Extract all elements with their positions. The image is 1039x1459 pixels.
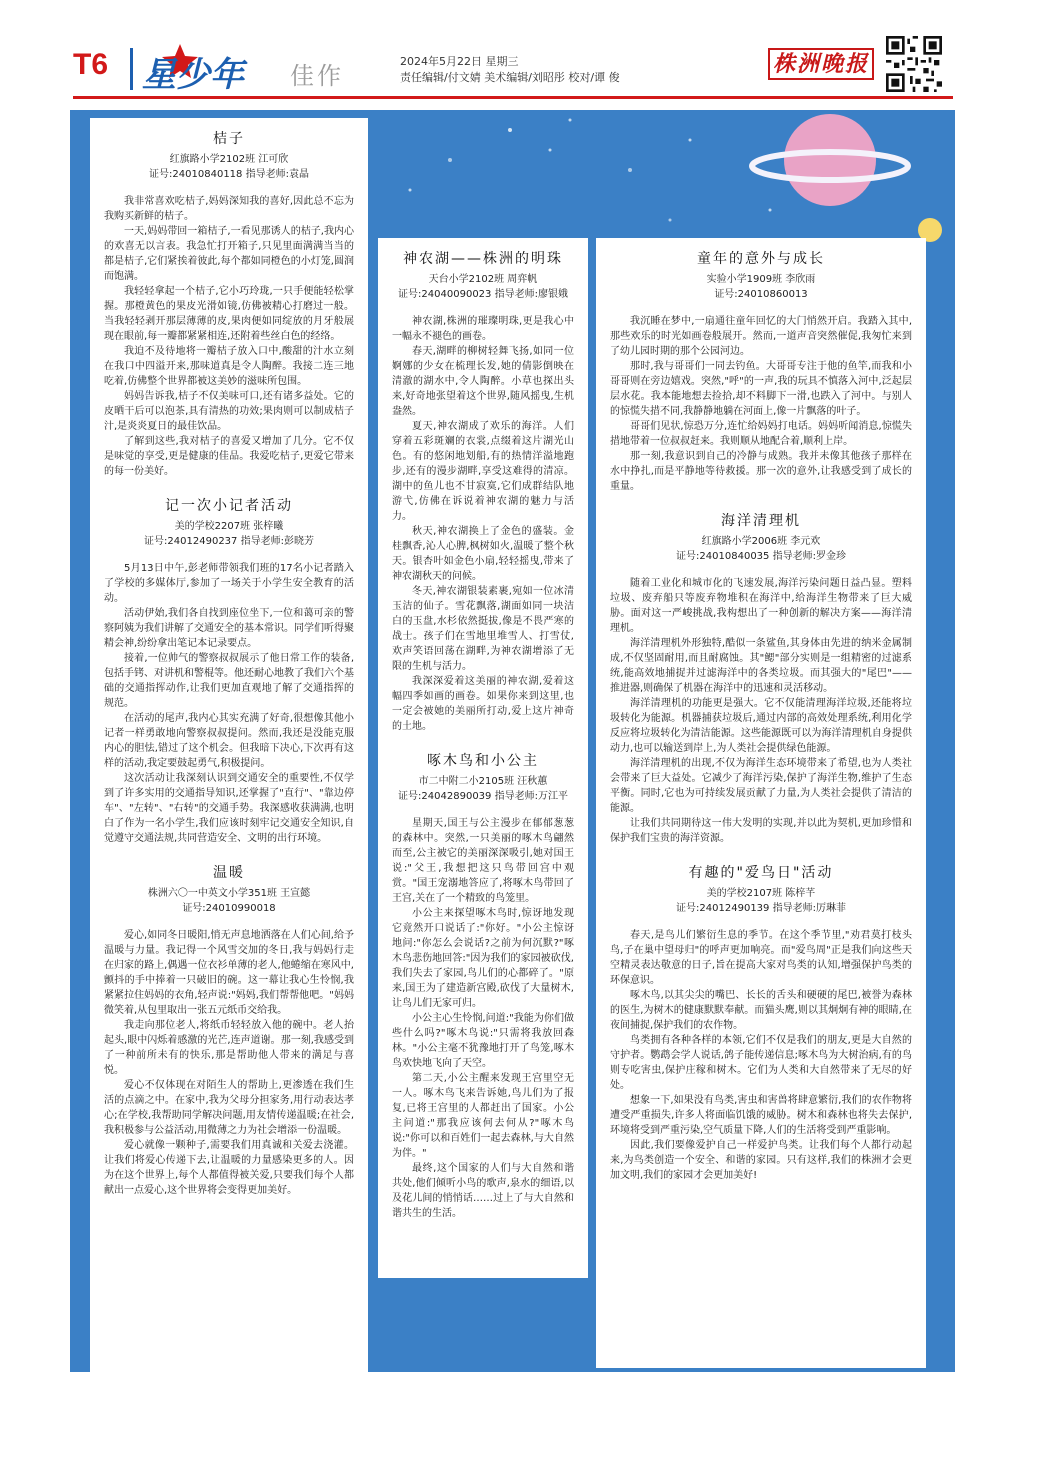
article-title: 童年的意外与成长 — [697, 251, 825, 267]
paragraph: 海洋清理机的出现,不仅为海洋生态环境带来了希望,也为人类社会带来了巨大益处。它减少了海洋污染,保护了海洋生物,维护了生态平衡。同时,它也为可持续发展贡献了力量,为人类社会提供了清洁的能源。 — [610, 758, 912, 814]
article-title: 海洋清理机 — [721, 513, 801, 529]
article-orange — [104, 128, 354, 479]
paragraph: 小公主心生怜悯,问道:"我能为你们做些什么吗?"啄木鸟说:"只需将我放回森林。"小公主毫不犹豫地打开了鸟笼,啄木鸟欢快地飞向了天空。 — [392, 1013, 574, 1069]
paragraph: 春天,湖畔的柳树轻舞飞扬,如同一位婀娜的少女在梳理长发,她的倩影倒映在清澈的湖水中,令人陶醉。小草也探出头来,好奇地张望着这个世界,随风摇曳,生机盎然。 — [392, 346, 574, 417]
article-ocean-cleaner — [610, 510, 912, 846]
paragraph: 接着,一位帅气的警察叔叔展示了他日常工作的装备,包括手铐、对讲机和警棍等。他还耐心地教了我们六个基础的交通指挥动作,让我们更加直观地了解了交通指挥的规范。 — [104, 653, 354, 709]
article-author: 市二中附二小2105班 汪秋蕙 — [418, 776, 548, 787]
paragraph: 小公主来探望啄木鸟时,惊讶地发现它竟然开口说话了:"你好。"小公主惊讶地问:"你怎么会说话?之前为何沉默?"啄木鸟悲伤地回答:"因为我们的家园被砍伐,我们失去了家园,鸟儿们的心都碎了。"原来,国王为了建造新宫殿,砍伐了大量树木,让鸟儿们无家可归。 — [392, 908, 574, 1009]
article-author: 红旗路小学2006班 李元欢 — [701, 536, 821, 547]
column-left — [90, 118, 368, 1382]
paragraph: 夏天,神农湖成了欢乐的海洋。人们穿着五彩斑斓的衣裳,点缀着这片湖光山色。有的悠闲地划船,有的热情洋溢地跑步,还有的漫步湖畔,享受这难得的清凉。湖中的鱼儿也不甘寂寞,它们成群结队地游弋,仿佛在诉说着神农湖的魅力与活力。 — [392, 421, 574, 522]
paragraph: 爱心,如同冬日暖阳,悄无声息地洒落在人们心间,给予温暖与力量。我记得一个风雪交加的冬日,我与妈妈行走在归家的路上,偶遇一位衣衫单薄的老人,他蜷缩在寒风中,颤抖的手中捧着一只破旧的碗。这一幕让我心生怜悯,我紧紧拉住妈妈的衣角,轻声说:"妈妈,我们帮帮他吧。"妈妈微笑着,从包里取出一张五元纸币交给我。 — [104, 930, 354, 1016]
page-header — [0, 0, 1039, 110]
article-reporter — [104, 495, 354, 846]
article-warmth — [104, 862, 354, 1198]
article-author: 天台小学2102班 周弈帆 — [428, 274, 538, 285]
paragraph: 神农湖,株洲的璀璨明珠,更是我心中一幅永不褪色的画卷。 — [392, 316, 574, 342]
page-number: T6 — [73, 48, 109, 81]
paragraph: 海洋清理机外形独特,酷似一条鲨鱼,其身体由先进的纳米金属制成,不仅坚固耐用,而且耐腐蚀。其"鳃"部分实则是一组精密的过滤系统,能高效地捕捉并过滤海洋中的各类垃圾。而其强大的"尾巴"——推进器,则确保了机器在海洋中的迅速和灵活移动。 — [610, 638, 912, 694]
editors-line: 责任编辑/付文婧 美术编辑/刘昭彤 校对/谭 俊 — [400, 71, 620, 84]
article-woodpecker — [392, 750, 574, 1221]
paragraph: 星期天,国王与公主漫步在郁郁葱葱的森林中。突然,一只美丽的啄木鸟翩然而至,公主被它的美丽深深吸引,她对国王说:"父王,我想把这只鸟带回宫中观赏。"国王宠溺地答应了,将啄木鸟带回了王宫,关在了一个精致的鸟笼里。 — [392, 818, 574, 904]
brand-logo — [138, 42, 268, 96]
paragraph: 那一刻,我意识到自己的冷静与成熟。我并未像其他孩子那样在水中挣扎,而是平静地等待救援。那一次的意外,让我感受到了成长的重量。 — [610, 451, 912, 492]
article-author: 红旗路小学2102班 江可欣 — [169, 154, 289, 165]
paragraph: 爱心就像一颗种子,需要我们用真诚和关爱去浇灌。让我们将爱心传递下去,让温暖的力量感染更多的人。因为在这个世界上,每个人都值得被关爱,只要我们每个人都献出一点爱心,这个世界将会变得更加美好。 — [104, 1140, 354, 1196]
paragraph: 想象一下,如果没有鸟类,害虫和害兽将肆意繁衍,我们的农作物将遭受严重损失,许多人将面临饥饿的威胁。树木和森林也将失去保护,环境将受到严重污染,空气质量下降,人们的生活将受到严重影响。 — [610, 1095, 912, 1136]
paragraph: 我迫不及待地将一瓣桔子放入口中,酸甜的汁水立刻在我口中四溢开来,那味道真是令人陶醉。我接二连三地吃着,仿佛整个世界都被这美妙的滋味所包围。 — [104, 346, 354, 387]
brand-logo-text: 星少年 — [142, 55, 244, 95]
paragraph: 爱心不仅体现在对陌生人的帮助上,更渗透在我们生活的点滴之中。在家中,我为父母分担家务,用行动表达孝心;在学校,我帮助同学解决问题,用友情传递温暖;在社会,我积极参与公益活动,用微薄之力为社会增添一份温暖。 — [104, 1080, 354, 1136]
paragraph: 哥哥们见状,惊恐万分,连忙给妈妈打电话。妈妈听闻消息,惊慌失措地带着一位叔叔赶来。我则顺从地配合着,顺利上岸。 — [610, 421, 912, 447]
article-author: 美的学校2107班 陈梓芊 — [706, 888, 816, 899]
planet-icon — [752, 114, 908, 206]
paragraph: 我走向那位老人,将纸币轻轻放入他的碗中。老人抬起头,眼中闪烁着感激的光芒,连声道谢。那一刻,我感受到了一种前所未有的快乐,那是帮助他人带来的满足与喜悦。 — [104, 1020, 354, 1076]
newspaper-logo: 株洲晚报 — [768, 48, 874, 80]
header-divider — [130, 48, 133, 90]
article-author: 美的学校2207班 张梓曦 — [174, 521, 284, 532]
article-title: 啄木鸟和小公主 — [427, 753, 539, 769]
paragraph: 第二天,小公主醒来发现王宫里空无一人。啄木鸟飞来告诉她,鸟儿们为了报复,已将王宫里的人都赶出了国家。小公主问道:"那我应该何去何从?"啄木鸟说:"你可以和百姓们一起去森林,与大自然为伴。" — [392, 1073, 574, 1159]
article-title: 记一次小记者活动 — [165, 498, 293, 514]
article-title: 神农湖——株洲的明珠 — [403, 251, 563, 267]
paragraph: 5月13日中午,彭老师带领我们班的17名小记者踏入了学校的多媒体厅,参加了一场关于小学生安全教育的活动。 — [104, 563, 354, 604]
article-author: 实验小学1909班 李欣雨 — [706, 274, 816, 285]
paragraph: 最终,这个国家的人们与大自然和谐共处,他们倾听小鸟的歌声,泉水的细语,以及花儿间的悄悄话……过上了与大自然和谐共生的生活。 — [392, 1163, 574, 1219]
column-right — [596, 238, 926, 1368]
issue-date: 2024年5月22日 星期三 — [400, 55, 519, 68]
paragraph: 我轻轻拿起一个桔子,它小巧玲珑,一只手便能轻松掌握。那橙黄色的果皮光滑如镜,仿佛被精心打磨过一般。当我轻轻剥开那层薄薄的皮,果肉便如同绽放的月牙般展现在眼前,每一瓣都紧紧相连,还附着些丝白色的经络。 — [104, 286, 354, 342]
paragraph: 我深深爱着这美丽的神农湖,爱着这幅四季如画的画卷。如果你来到这里,也一定会被她的美丽所打动,爱上这片神奇的土地。 — [392, 676, 574, 732]
paragraph: 随着工业化和城市化的飞速发展,海洋污染问题日益凸显。塑料垃圾、废弃船只等废弃物堆积在海洋中,给海洋生物带来了巨大威胁。面对这一严峻挑战,我构想出了一种创新的解决方案——海洋清理机。 — [610, 578, 912, 634]
paragraph: 鸟类拥有各种各样的本领,它们不仅是我们的朋友,更是大自然的守护者。鹦鹉会学人说话,鸽子能传递信息;啄木鸟为大树治病,有的鸟则专吃害虫,保护庄稼和树木。它们为人类和大自然带来了无尽的好处。 — [610, 1035, 912, 1091]
qr-code-icon[interactable] — [886, 36, 942, 92]
article-cert: 证号:24042890039 指导老师:万江平 — [398, 791, 568, 802]
paragraph: 啄木鸟,以其尖尖的嘴巴、长长的舌头和硬硬的尾巴,被誉为森林的医生,为树木的健康默默奉献。而猫头鹰,则以其炯炯有神的眼睛,在夜间捕捉,保护我们的农作物。 — [610, 990, 912, 1031]
paragraph: 一天,妈妈带回一箱桔子,一看见那诱人的桔子,我内心的欢喜无以言表。我急忙打开箱子,只见里面满满当当的都是桔子,它们紧挨着彼此,每个都如同橙色的小灯笼,圆润而饱满。 — [104, 226, 354, 282]
paragraph: 海洋清理机的功能更是强大。它不仅能清理海洋垃圾,还能将垃圾转化为能源。机器捕获垃圾后,通过内部的高效处理系统,利用化学反应将垃圾转化为清洁能源。这些能源既可以为海洋清理机自身提供动力,也可以输送到岸上,为人类社会提供绿色能源。 — [610, 698, 912, 754]
article-childhood — [610, 248, 912, 494]
article-cert: 证号:24010840118 指导老师:袁晶 — [149, 169, 309, 180]
article-cert: 证号:24010860013 — [714, 289, 808, 300]
article-shennong-lake — [392, 248, 574, 734]
paragraph: 让我们共同期待这一伟大发明的实现,并以此为契机,更加珍惜和保护我们宝贵的海洋资源。 — [610, 818, 912, 844]
article-cert: 证号:24012490139 指导老师:厉琳菲 — [676, 903, 846, 914]
paragraph: 我沉睡在梦中,一扇通往童年回忆的大门悄然开启。我踏入其中,那些欢乐的时光如画卷般展开。然而,一道声音突然催促,我匆忙来到了幼儿园时期的那个公园河边。 — [610, 316, 912, 357]
paragraph: 那时,我与哥哥们一同去钓鱼。大哥哥专注于他的鱼竿,而我和小哥哥则在旁边嬉戏。突然,"呼"的一声,我的玩具不慎落入河中,泛起层层水花。我本能地想去捡拾,却不料脚下一滑,也跌入了河中。与别人的惊慌失措不同,我静静地躺在河面上,像一片飘落的叶子。 — [610, 361, 912, 417]
column-middle — [378, 238, 588, 1278]
paragraph: 这次活动让我深刻认识到交通安全的重要性,不仅学到了许多实用的交通指导知识,还掌握了"直行"、"靠边停车"、"左转"、"右转"的交通手势。我深感收获满满,也明白了作为一名小学生,我们应该时刻牢记交通安全知识,自觉遵守交通法规,共同营造安全、文明的出行环境。 — [104, 773, 354, 844]
paragraph: 冬天,神农湖银装素裹,宛如一位冰清玉洁的仙子。雪花飘落,湖面如同一块洁白的玉盘,水杉依然挺拔,像是不畏严寒的战士。孩子们在雪地里堆雪人、打雪仗,欢声笑语回荡在湖畔,为神农湖增添了无限的生机与活力。 — [392, 586, 574, 672]
paragraph: 活动伊始,我们各自找到座位坐下,一位和蔼可亲的警察阿姨为我们讲解了交通安全的基本常识。同学们听得聚精会神,纷纷拿出笔记本记录要点。 — [104, 608, 354, 649]
paragraph: 因此,我们要像爱护自己一样爱护鸟类。让我们每个人都行动起来,为鸟类创造一个安全、和谐的家园。只有这样,我们的株洲才会更加文明,我们的家园才会更加美好! — [610, 1140, 912, 1181]
article-title: 桔子 — [213, 131, 245, 147]
paragraph: 秋天,神农湖换上了金色的盛装。金桂飘香,沁人心脾,枫树如火,温暖了整个秋天。银杏叶如金色小扇,轻轻摇曳,带来了神农湖秋天的问候。 — [392, 526, 574, 582]
article-author: 株洲六〇一中英文小学351班 王宣懿 — [147, 888, 311, 899]
article-cert: 证号:24010840035 指导老师:罗金珍 — [676, 551, 846, 562]
paragraph: 在活动的尾声,我内心其实充满了好奇,很想像其他小记者一样勇敢地向警察叔叔提问。然而,我还是没能克服内心的胆怯,错过了这个机会。但我暗下决心,下次再有这样的活动,我定要鼓起勇气,积极提问。 — [104, 713, 354, 769]
paragraph: 妈妈告诉我,桔子不仅美味可口,还有诸多益处。它的皮晒干后可以泡茶,具有清热的功效;果肉则可以制成桔子汁,是炎炎夏日的最佳饮品。 — [104, 391, 354, 432]
article-cert: 证号:24040090023 指导老师:廖银娥 — [398, 289, 568, 300]
header-meta — [400, 54, 620, 86]
article-bird-day — [610, 862, 912, 1183]
paragraph: 了解到这些,我对桔子的喜爱又增加了几分。它不仅是味觉的享受,更是健康的佳品。我爱吃桔子,更爱它带来的每一份美好。 — [104, 436, 354, 477]
section-name: 佳作 — [290, 62, 344, 90]
paragraph: 我非常喜欢吃桔子,妈妈深知我的喜好,因此总不忘为我购买新鲜的桔子。 — [104, 196, 354, 222]
paragraph: 春天,是鸟儿们繁衍生息的季节。在这个季节里,"劝君莫打枝头鸟,子在巢中望母归"的呼声更加响亮。而"爱鸟周"正是我们向这些天空精灵表达敬意的日子,旨在提高大家对鸟类的认知,增强保护鸟类的环保意识。 — [610, 930, 912, 986]
header-bottom-rule — [73, 96, 953, 99]
article-title: 有趣的"爱鸟日"活动 — [688, 865, 834, 881]
article-title: 温暖 — [213, 865, 245, 881]
article-cert: 证号:24010990018 — [182, 903, 276, 914]
article-cert: 证号:24012490237 指导老师:彭晓芳 — [144, 536, 314, 547]
